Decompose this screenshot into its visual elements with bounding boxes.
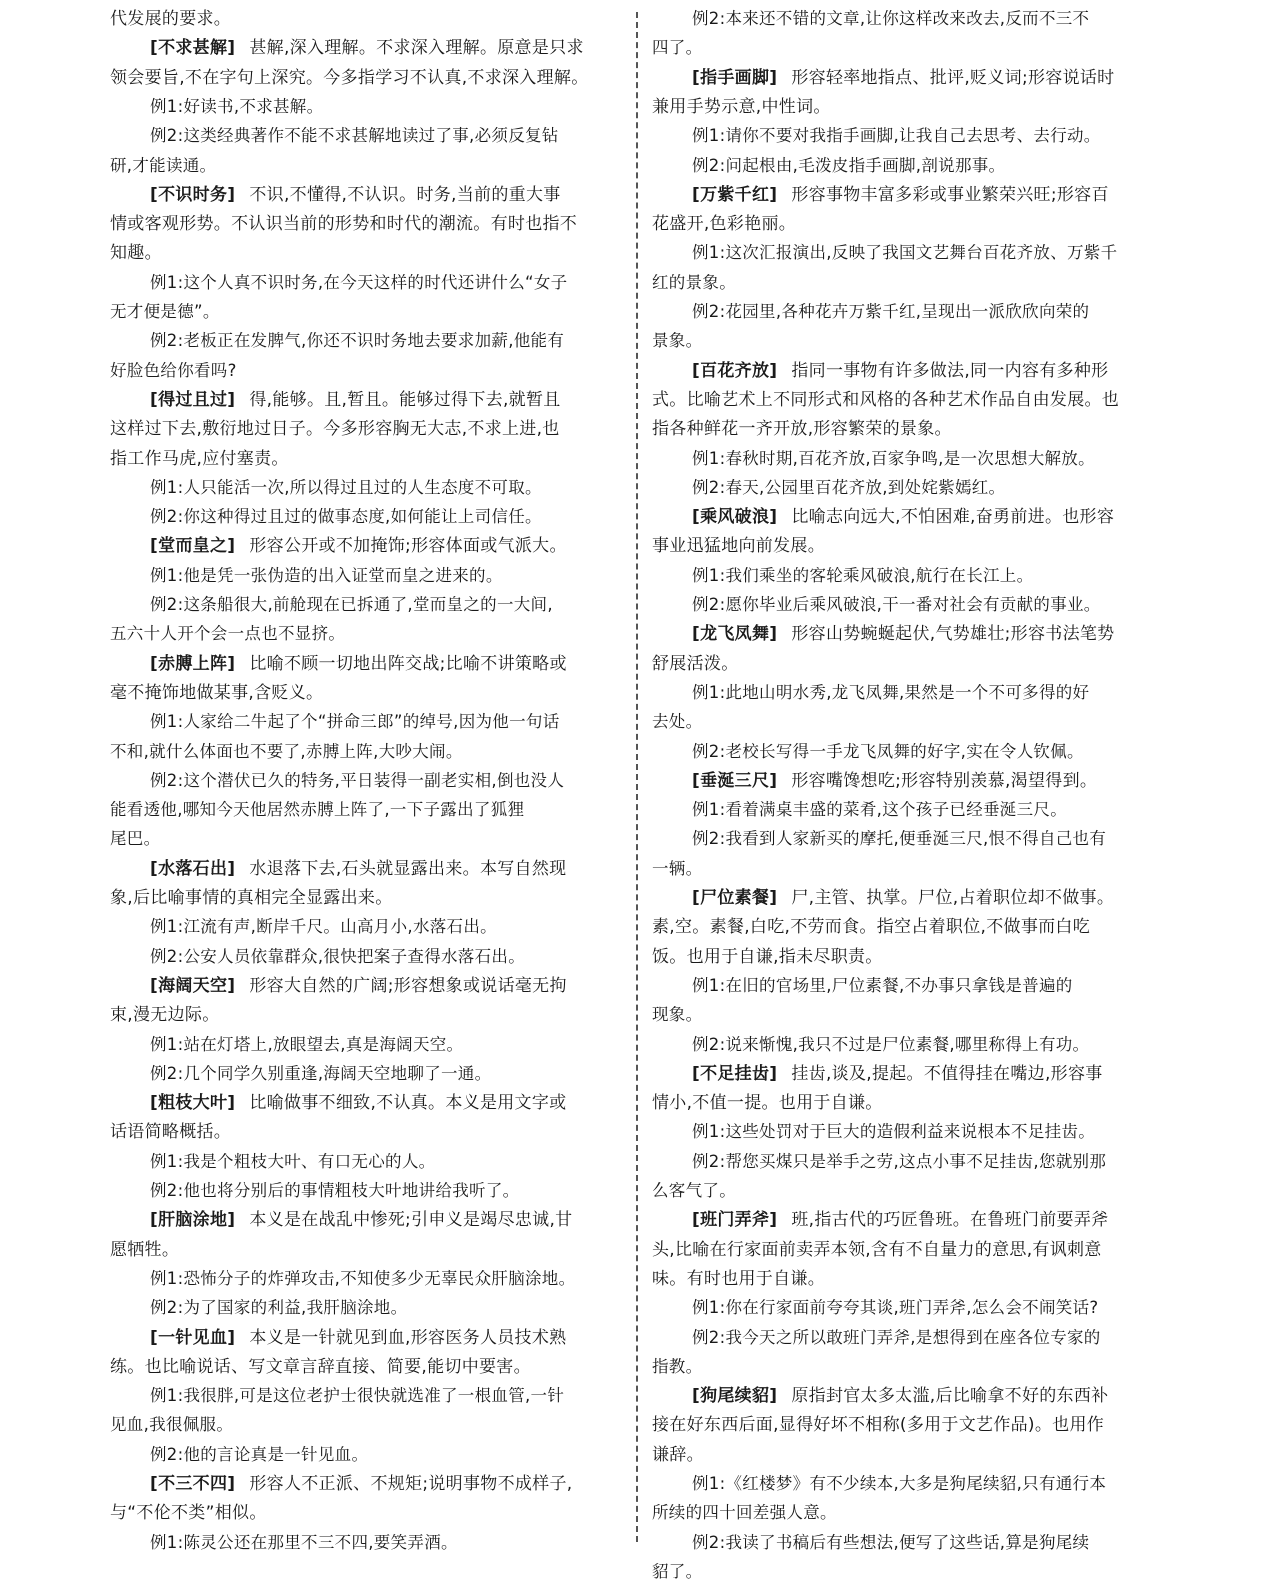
idiom-headword: [垂涎三尺] xyxy=(692,770,778,791)
definition-text: 形容大自然的广阔;形容想象或说话毫无拘 xyxy=(249,975,567,996)
entry-definition-line xyxy=(110,1092,566,1114)
definition-text: 得,能够。且,暂且。能够过得下去,就暂且 xyxy=(249,389,561,410)
definition-continuation-line: 头,比喻在行家面前卖弄本领,含有不自量力的意思,有讽刺意 xyxy=(652,1239,1102,1260)
example-line: 例1:好读书,不求甚解。 xyxy=(150,96,324,116)
entry-definition-line xyxy=(652,67,1114,89)
definition-text: 比喻不顾一切地出阵交战;比喻不讲策略或 xyxy=(249,653,567,674)
idiom-headword: [不足挂齿] xyxy=(692,1063,778,1084)
entry-definition-line xyxy=(652,623,1114,645)
definition-continuation-line: 情小,不值一提。也用于自谦。 xyxy=(652,1093,883,1114)
example-line: 例2:老板正在发脾气,你还不识时务地去要求加薪,他能有 xyxy=(150,331,565,351)
definition-continuation-line: 饭。也用于自谦,指未尽职责。 xyxy=(652,946,883,967)
entry-definition-line xyxy=(110,184,561,206)
definition-continuation-line: 与“不伦不类”相似。 xyxy=(110,1503,267,1524)
example-line: 例2:为了国家的利益,我肝脑涂地。 xyxy=(150,1298,408,1318)
definition-text: 水退落下去,石头就显露出来。本写自然现 xyxy=(249,858,567,879)
example-continuation-line: 无才便是德”。 xyxy=(110,302,220,321)
definition-continuation-line: 指工作马虎,应付塞责。 xyxy=(110,448,289,469)
example-line: 例2:这个潜伏已久的特务,平日装得一副老实相,倒也没人 xyxy=(150,770,565,790)
definition-text: 班,指古代的巧匠鲁班。在鲁班门前要弄斧 xyxy=(791,1210,1109,1231)
definition-continuation-line: 指各种鲜花一齐开放,形容繁荣的景象。 xyxy=(652,419,952,440)
example-line: 例1:他是凭一张伪造的出入证堂而皇之进来的。 xyxy=(150,565,503,585)
example-line: 例2:老校长写得一手龙飞凤舞的好字,实在令人钦佩。 xyxy=(692,741,1084,761)
entry-definition-line xyxy=(110,1209,572,1231)
example-line: 例2:他也将分别后的事情粗枝大叶地讲给我听了。 xyxy=(150,1181,520,1200)
idiom-headword: [海阔天空] xyxy=(150,975,236,996)
idiom-headword: [狗尾续貂] xyxy=(692,1386,778,1407)
entry-definition-line xyxy=(652,1209,1108,1231)
example-line: 例1:这些处罚对于巨大的造假利益来说根本不足挂齿。 xyxy=(692,1122,1096,1142)
example-continuation-line: 么客气了。 xyxy=(652,1181,736,1200)
example-line: 例2:本来还不错的文章,让你这样改来改去,反而不三不 xyxy=(692,9,1090,28)
example-line: 例1:站在灯塔上,放眼望去,真是海阔天空。 xyxy=(150,1034,464,1054)
idiom-headword: [尸位素餐] xyxy=(692,888,778,908)
example-line: 例1:江流有声,断岸千尺。山高月小,水落石出。 xyxy=(150,917,497,937)
example-continuation-line: 研,才能读通。 xyxy=(110,155,217,175)
definition-text: 形容事物丰富多彩或事业繁荣兴旺;形容百 xyxy=(791,184,1109,205)
definition-continuation-line: 兼用手势示意,中性词。 xyxy=(652,96,831,117)
example-line: 例1:春秋时期,百花齐放,百家争鸣,是一次思想大解放。 xyxy=(692,448,1095,468)
example-line: 例2:说来惭愧,我只不过是尸位素餐,哪里称得上有功。 xyxy=(692,1034,1090,1054)
definition-continuation-line: 味。有时也用于自谦。 xyxy=(652,1268,825,1289)
definition-continuation-line: 接在好东西后面,显得好坏不相称(多用于文艺作品)。也用作 xyxy=(652,1415,1105,1436)
definition-continuation-line: 这样过下去,敷衍地过日子。今多形容胸无大志,不求上进,也 xyxy=(110,419,560,440)
example-continuation-line: 见血,我很佩服。 xyxy=(110,1415,234,1435)
example-line: 例2:你这种得过且过的做事态度,如何能让上司信任。 xyxy=(150,507,542,527)
example-line: 例1:请你不要对我指手画脚,让我自己去思考、去行动。 xyxy=(692,126,1101,146)
idiom-headword: [肝脑涂地] xyxy=(150,1210,236,1231)
example-continuation-line: 一辆。 xyxy=(652,858,703,878)
example-line: 例1:陈灵公还在那里不三不四,要笑弄酒。 xyxy=(150,1532,458,1552)
entry-definition-line xyxy=(110,389,561,411)
example-line: 例2:我今天之所以敢班门弄斧,是想得到在座各位专家的 xyxy=(692,1327,1101,1347)
entry-definition-line xyxy=(652,887,1114,909)
definition-continuation-line: 代发展的要求。 xyxy=(110,9,232,29)
example-line: 例1:人家给二牛起了个“拼命三郎”的绰号,因为他一句话 xyxy=(150,712,560,732)
example-line: 例2:我读了书稿后有些想法,便写了这些话,算是狗尾续 xyxy=(692,1532,1090,1552)
idiom-headword: [水落石出] xyxy=(150,858,236,879)
idiom-headword: [粗枝大叶] xyxy=(150,1093,236,1114)
definition-continuation-line: 愿牺牲。 xyxy=(110,1239,180,1260)
example-continuation-line: 现象。 xyxy=(652,1005,703,1025)
entry-definition-line xyxy=(652,184,1109,206)
example-line: 例2:几个同学久别重逢,海阔天空地聊了一通。 xyxy=(150,1063,492,1083)
example-line: 例2:帮您买煤只是举手之劳,这点小事不足挂齿,您就别那 xyxy=(692,1151,1107,1171)
definition-continuation-line: 式。比喻艺术上不同形式和风格的各种艺术作品自由发展。也 xyxy=(652,389,1120,410)
example-line: 例1:人只能活一次,所以得过且过的人生态度不可取。 xyxy=(150,477,542,497)
example-line: 例1:在旧的官场里,尸位素餐,不办事只拿钱是普遍的 xyxy=(692,975,1073,995)
definition-text: 不识,不懂得,不认识。时务,当前的重大事 xyxy=(249,184,561,205)
definition-continuation-line: 舒展活泼。 xyxy=(652,653,739,674)
definition-text: 原指封官太多太滥,后比喻拿不好的东西补 xyxy=(791,1386,1109,1407)
example-line: 例1:我是个粗枝大叶、有口无心的人。 xyxy=(150,1151,436,1171)
example-line: 例2:这类经典著作不能不求甚解地读过了事,必须反复钻 xyxy=(150,126,559,146)
example-line: 例1:此地山明水秀,龙飞凤舞,果然是一个不可多得的好 xyxy=(692,682,1090,702)
entry-definition-line xyxy=(110,37,584,59)
definition-text: 比喻做事不细致,不认真。本义是用文字或 xyxy=(249,1093,567,1114)
idiom-headword: [得过且过] xyxy=(150,389,236,410)
example-line: 例2:公安人员依靠群众,很快把案子查得水落石出。 xyxy=(150,946,526,966)
definition-text: 甚解,深入理解。不求深入理解。原意是只求 xyxy=(249,38,584,59)
example-line: 例1:我们乘坐的客轮乘风破浪,航行在长江上。 xyxy=(692,565,1034,585)
entry-definition-line xyxy=(652,1385,1108,1407)
definition-continuation-line: 领会要旨,不在字句上深究。今多指学习不认真,不求深入理解。 xyxy=(110,67,589,88)
definition-continuation-line: 练。也比喻说话、写文章言辞直接、简要,能切中要害。 xyxy=(110,1356,531,1377)
example-line: 例1:这个人真不识时务,在今天这样的时代还讲什么“女子 xyxy=(150,272,568,292)
entry-definition-line xyxy=(110,858,566,880)
definition-continuation-line: 谦辞。 xyxy=(652,1444,704,1465)
definition-continuation-line: 素,空。素餐,白吃,不劳而食。指空占着职位,不做事而白吃 xyxy=(652,917,1091,938)
definition-text: 挂齿,谈及,提起。不值得挂在嘴边,形容事 xyxy=(791,1063,1103,1084)
idiom-headword: [一针见血] xyxy=(150,1327,236,1348)
idiom-headword: [堂而皇之] xyxy=(150,536,236,557)
definition-continuation-line: 事业迅猛地向前发展。 xyxy=(652,536,825,557)
entry-definition-line xyxy=(110,1473,572,1495)
example-continuation-line: 四了。 xyxy=(652,38,703,58)
definition-continuation-line: 话语简略概括。 xyxy=(110,1122,232,1143)
example-continuation-line: 貂了。 xyxy=(652,1561,703,1581)
definition-continuation-line: 毫不掩饰地做某事,含贬义。 xyxy=(110,682,324,703)
definition-text: 本义是一针就见到血,形容医务人员技术熟 xyxy=(249,1327,567,1348)
example-line: 例1:看着满桌丰盛的菜肴,这个孩子已经垂涎三尺。 xyxy=(692,800,1068,820)
example-continuation-line: 五六十人开个会一点也不显挤。 xyxy=(110,624,346,644)
example-line: 例1:你在行家面前夸夸其谈,班门弄斧,怎么会不闹笑话? xyxy=(692,1298,1099,1318)
idiom-headword: [赤膊上阵] xyxy=(150,653,236,674)
entry-definition-line xyxy=(652,1063,1103,1085)
definition-text: 本义是在战乱中惨死;引申义是竭尽忠诚,甘 xyxy=(249,1210,573,1231)
definition-text: 形容轻率地指点、批评,贬义词;形容说话时 xyxy=(791,67,1115,88)
entry-definition-line xyxy=(110,1327,566,1349)
example-line: 例2:我看到人家新买的摩托,便垂涎三尺,恨不得自己也有 xyxy=(692,829,1107,849)
example-line: 例2:春天,公园里百花齐放,到处姹紫嫣红。 xyxy=(692,477,1006,497)
example-line: 例1:这次汇报演出,反映了我国文艺舞台百花齐放、万紫千 xyxy=(692,243,1118,263)
definition-text: 形容公开或不加掩饰;形容体面或气派大。 xyxy=(249,536,567,557)
idiom-headword: [不三不四] xyxy=(150,1474,236,1494)
example-continuation-line: 尾巴。 xyxy=(110,829,161,849)
idiom-headword: [龙飞凤舞] xyxy=(692,624,778,645)
example-line: 例2:花园里,各种花卉万紫千红,呈现出一派欣欣向荣的 xyxy=(692,302,1090,321)
definition-continuation-line: 花盛开,色彩艳丽。 xyxy=(652,214,797,235)
definition-text: 比喻志向远大,不怕困难,奋勇前进。也形容 xyxy=(791,507,1115,528)
definition-text: 形容人不正派、不规矩;说明事物不成样子, xyxy=(249,1474,573,1494)
entry-definition-line xyxy=(652,360,1108,382)
entry-definition-line xyxy=(110,653,567,675)
idiom-headword: [班门弄斧] xyxy=(692,1210,778,1231)
example-line: 例1:我很胖,可是这位老护士很快就选准了一根血管,一针 xyxy=(150,1386,565,1406)
example-line: 例2:愿你毕业后乘风破浪,干一番对社会有贡献的事业。 xyxy=(692,595,1101,614)
example-continuation-line: 不和,就什么体面也不要了,赤膊上阵,大吵大闹。 xyxy=(110,741,463,761)
example-continuation-line: 指教。 xyxy=(652,1356,703,1376)
entry-definition-line xyxy=(110,975,567,997)
example-line: 例2:这条船很大,前舱现在已拆通了,堂而皇之的一大间, xyxy=(150,595,553,614)
example-continuation-line: 所续的四十回差强人意。 xyxy=(652,1503,837,1523)
idiom-headword: [不识时务] xyxy=(150,184,236,205)
example-line: 例2:问起根由,毛泼皮指手画脚,剖说那事。 xyxy=(692,155,1006,175)
entry-definition-line xyxy=(652,770,1097,792)
definition-text: 形容嘴馋想吃;形容特别羡慕,渴望得到。 xyxy=(791,770,1098,791)
definition-continuation-line: 束,漫无边际。 xyxy=(110,1005,220,1026)
example-line: 例1:《红楼梦》有不少续本,大多是狗尾续貂,只有通行本 xyxy=(692,1474,1107,1493)
example-continuation-line: 去处。 xyxy=(652,712,703,732)
idiom-headword: [乘风破浪] xyxy=(692,507,778,528)
column-divider xyxy=(636,12,638,1542)
idiom-headword: [万紫千红] xyxy=(692,184,778,205)
definition-continuation-line: 情或客观形势。不认识当前的形势和时代的潮流。有时也指不 xyxy=(110,214,578,235)
example-continuation-line: 景象。 xyxy=(652,331,703,351)
idiom-headword: [不求甚解] xyxy=(150,38,236,59)
definition-text: 形容山势蜿蜒起伏,气势雄壮;形容书法笔势 xyxy=(791,624,1115,645)
example-continuation-line: 能看透他,哪知今天他居然赤膊上阵了,一下子露出了狐狸 xyxy=(110,800,525,820)
entry-definition-line xyxy=(110,535,567,557)
example-line: 例2:他的言论真是一针见血。 xyxy=(150,1444,369,1464)
definition-continuation-line: 知趣。 xyxy=(110,243,162,264)
definition-continuation-line: 象,后比喻事情的真相完全显露出来。 xyxy=(110,888,393,908)
definition-text: 指同一事物有许多做法,同一内容有多种形 xyxy=(791,360,1109,381)
example-line: 例1:恐怖分子的炸弹攻击,不知使多少无辜民众肝脑涂地。 xyxy=(150,1268,576,1288)
idiom-headword: [百花齐放] xyxy=(692,360,778,381)
example-continuation-line: 好脸色给你看吗? xyxy=(110,360,237,380)
entry-definition-line xyxy=(652,506,1114,528)
idiom-headword: [指手画脚] xyxy=(692,67,778,88)
example-continuation-line: 红的景象。 xyxy=(652,272,736,292)
definition-text: 尸,主管、执掌。尸位,占着职位却不做事。 xyxy=(791,888,1115,908)
